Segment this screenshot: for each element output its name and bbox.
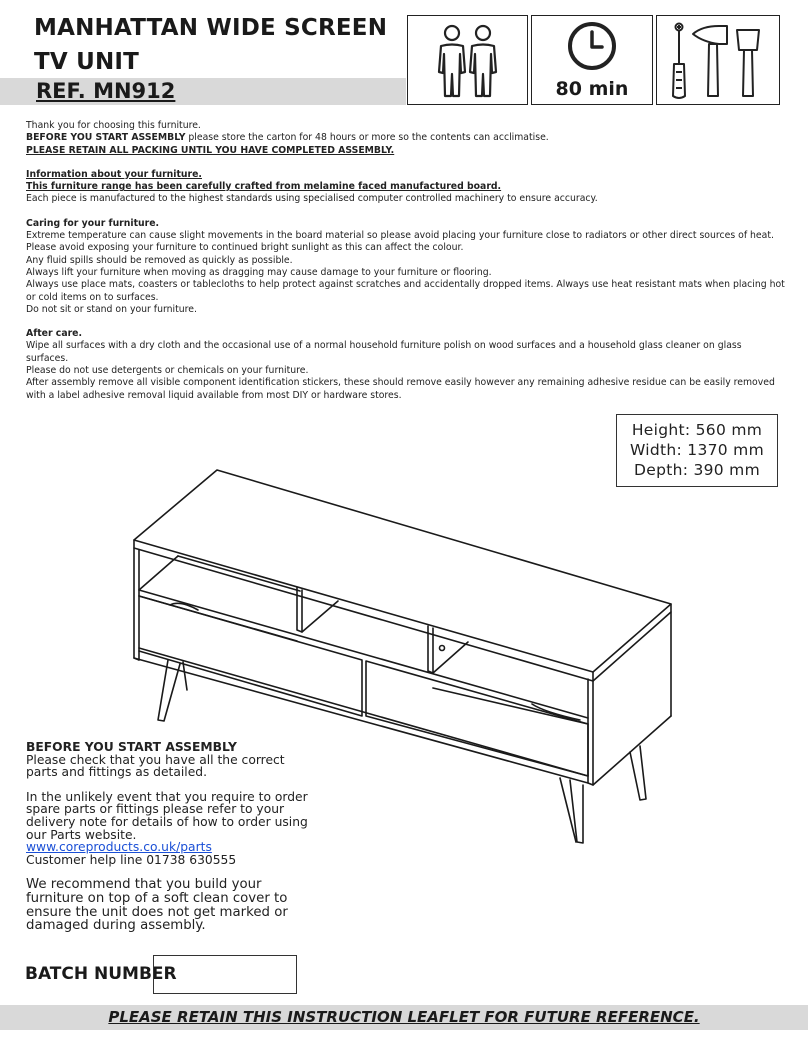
caring-line: Always use place mats, coasters or tablecloths to help protect against scratches and accidentally dropped items. Always use heat resistant mats when placing hot or cold items on to surfaces. [26,279,785,303]
aftercare-heading: After care. [26,328,83,340]
thanks-line: Thank you for choosing this furniture. [26,120,201,131]
width-dimension: Width: 1370 mm [630,441,764,459]
title-line-1: MANHATTAN WIDE SCREEN [34,15,388,41]
aftercare-line: Please do not use detergents or chemicals on your furniture. [26,365,309,377]
batch-number-label: BATCH NUMBER [25,964,177,984]
caring-line: Extreme temperature can cause slight movements in the board material so please avoid placing your furniture close to radiators or other direct sources of heat. [26,230,774,242]
footer-notice: PLEASE RETAIN THIS INSTRUCTION LEAFLET FOR FUTURE REFERENCE. [108,1008,700,1026]
two-people-icon [408,16,526,104]
before-assembly-bold: BEFORE YOU START ASSEMBLY [26,132,186,144]
caring-line: Any fluid spills should be removed as quickly as possible. [26,254,293,266]
reference-number: REF. MN912 [36,79,176,103]
aftercare-line: Wipe all surfaces with a dry cloth and the occasional use of a normal household furniture polish on wood surfaces and a household glass cleaner on glass surfaces. [26,340,742,364]
caring-heading: Caring for your furniture. [26,217,160,229]
info-line-2: Each piece is manufactured to the highest standards using specialised computer controlled machinery to ensure accuracy. [26,193,598,205]
assembly-heading: BEFORE YOU START ASSEMBLY [26,740,237,754]
title-line-2: TV UNIT [34,49,140,75]
people-panel [407,15,528,105]
caring-line: Do not sit or stand on your furniture. [26,303,197,315]
helpline-text: Customer help line 01738 630555 [26,852,237,867]
soft-cover-text: We recommend that you build your furniture on top of a soft clean cover to ensure the unit does not get marked or damaged during assembly. [26,877,288,934]
parts-website-link[interactable]: www.coreproducts.co.uk/parts [26,840,212,855]
spare-parts-text: In the unlikely event that you require to order spare parts or fittings please refer to your delivery note for details of how to order using our Parts website. [26,789,308,842]
tools-icon [657,16,778,104]
tools-panel [656,15,780,105]
aftercare-line: After assembly remove all visible component identification stickers, these should remove easily however any remaining adhesive residue can be easily removed with a label adhesive removal liquid available from most DIY or hardware stores. [26,377,775,401]
caring-line: Please avoid exposing your furniture to continued bright sunlight as this can affect the colour. [26,242,464,254]
acclimatise-line [26,132,786,144]
acclimatise-text: please store the carton for 48 hours or more so the contents can acclimatise. [185,132,549,144]
assembly-time: 80 min [555,78,629,100]
time-panel [531,15,653,105]
caring-line: Always lift your furniture when moving as dragging may cause damage to your furniture or flooring. [26,266,492,278]
clock-icon [532,16,651,76]
check-parts-text: Please check that you have all the correct parts and fittings as detailed. [26,752,285,780]
info-line-1: This furniture range has been carefully crafted from melamine faced manufactured board. [26,181,502,193]
batch-number-box [153,955,297,994]
retain-packing-line: PLEASE RETAIN ALL PACKING UNTIL YOU HAVE COMPLETED ASSEMBLY. [26,144,395,156]
height-dimension: Height: 560 mm [631,421,763,439]
depth-dimension: Depth: 390 mm [634,461,760,479]
info-heading: Information about your furniture. [26,168,202,180]
intro-text [26,120,786,402]
assembly-notes [26,741,316,933]
